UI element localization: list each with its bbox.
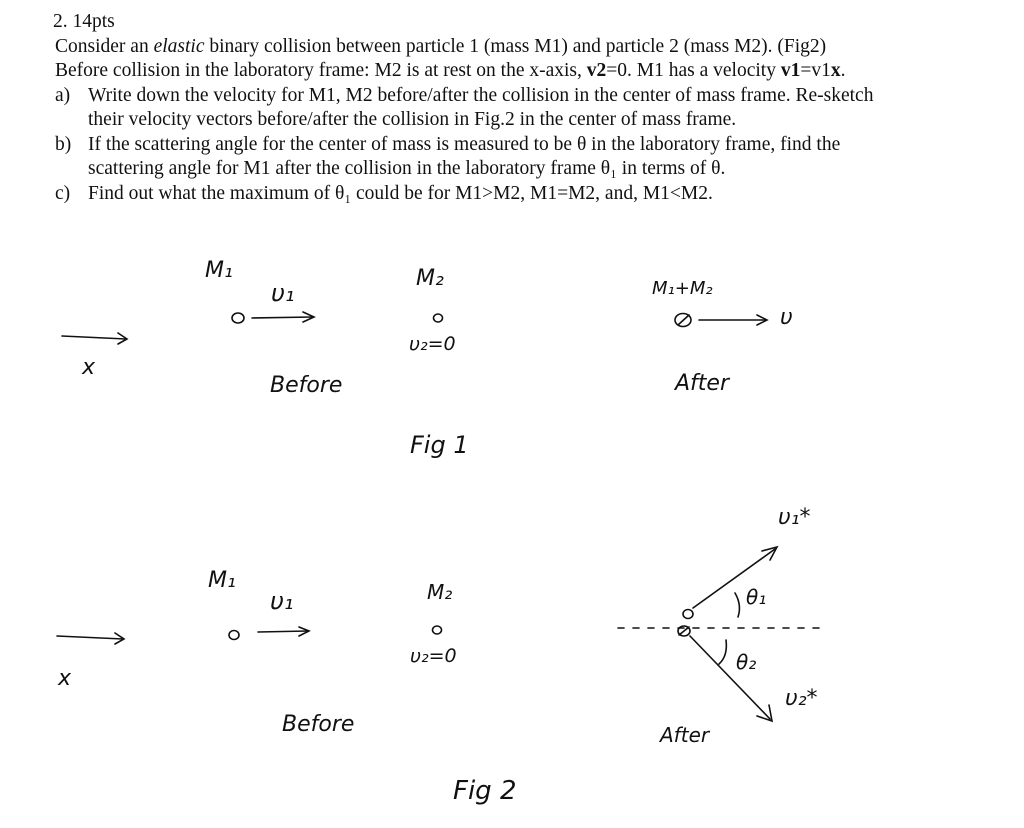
intro-part-1: Consider an: [55, 35, 154, 57]
question-line: scattering angle for M1 after the collision in the laboratory frame θ₁ in terms of θ.: [88, 158, 726, 179]
fig2-x-axis-arrow: [57, 633, 124, 644]
intro-part-2: binary collision between particle 1 (mass M1) and particle 2 (mass M2). (Fig2): [204, 35, 827, 57]
fig1-v-arrow: [699, 315, 767, 325]
fig2-v1star-label: υ₁*: [778, 505, 811, 530]
setup-part-c: =v1: [800, 60, 831, 81]
question-label: c): [55, 182, 71, 204]
fig2-v2star-arrow: [690, 636, 772, 721]
fig1-before-label: Before: [270, 373, 343, 398]
setup-part-a: Before collision in the laboratory frame: M2 is at rest on the x-axis,: [55, 60, 587, 81]
fig1-caption: Fig 1: [410, 431, 469, 459]
fig2-before-label: Before: [282, 712, 355, 737]
fig1-after-label: After: [675, 371, 730, 396]
fig2-theta2-arc: [719, 640, 726, 664]
fig2-theta1-arc: [735, 593, 739, 617]
question-line: Find out what the maximum of θ₁ could be for M1>M2, M1=M2, and, M1<M2.: [88, 182, 713, 204]
question-line: their velocity vectors before/after the collision in Fig.2 in the center of mass frame.: [88, 109, 737, 130]
question-label: b): [55, 133, 72, 155]
fig1-m1-label: M₁: [205, 258, 233, 283]
fig2-v2-label: υ₂=0: [410, 645, 457, 667]
fig2-m2-label: M₂: [427, 580, 453, 604]
fig2-theta1-label: θ₁: [746, 585, 767, 609]
fig2-particle-m1: [229, 631, 239, 640]
intro-emphasis: elastic: [153, 35, 205, 57]
fig1-x-label: x: [82, 355, 96, 380]
fig1-v1-arrow: [252, 312, 314, 322]
fig1-particle-m1: [232, 313, 244, 323]
setup-x: x: [830, 60, 841, 81]
question-label: a): [55, 84, 71, 106]
fig2-particle-m2: [433, 626, 442, 634]
fig2-theta2-label: θ₂: [736, 650, 757, 674]
fig1-v1-label: υ₁: [271, 279, 295, 307]
fig1-m2-label: M₂: [416, 266, 444, 291]
fig2-after-label: After: [660, 723, 710, 747]
fig2-v1-label: υ₁: [270, 587, 294, 615]
fig1-combined-particle: [675, 314, 691, 327]
fig1-v-label: υ: [780, 305, 793, 330]
setup-part-d: .: [840, 60, 846, 81]
setup-v1: v1: [780, 60, 801, 81]
fig1-combined-label: M₁+M₂: [652, 278, 713, 299]
fig2-x-label: x: [58, 666, 72, 691]
fig1-v2-label: υ₂=0: [409, 333, 456, 355]
fig2-v1-arrow: [258, 627, 309, 636]
fig1-particle-m2: [434, 314, 443, 322]
problem-header: 2. 14pts: [53, 11, 115, 32]
question-line: Write down the velocity for M1, M2 before/after the collision in the center of mass frame. Re-sketch: [88, 84, 874, 106]
fig2-caption: Fig 2: [453, 776, 517, 806]
fig2-particle-upper: [683, 610, 693, 619]
question-line: If the scattering angle for the center of mass is measured to be θ in the laboratory frame, find the: [88, 133, 841, 155]
fig2-v2star-label: υ₂*: [785, 686, 818, 711]
setup-part-b: =0. M1 has a velocity: [606, 60, 781, 81]
setup-v2: v2: [586, 60, 607, 81]
fig1-x-axis-arrow: [62, 333, 127, 344]
fig2-m1-label: M₁: [208, 568, 236, 593]
